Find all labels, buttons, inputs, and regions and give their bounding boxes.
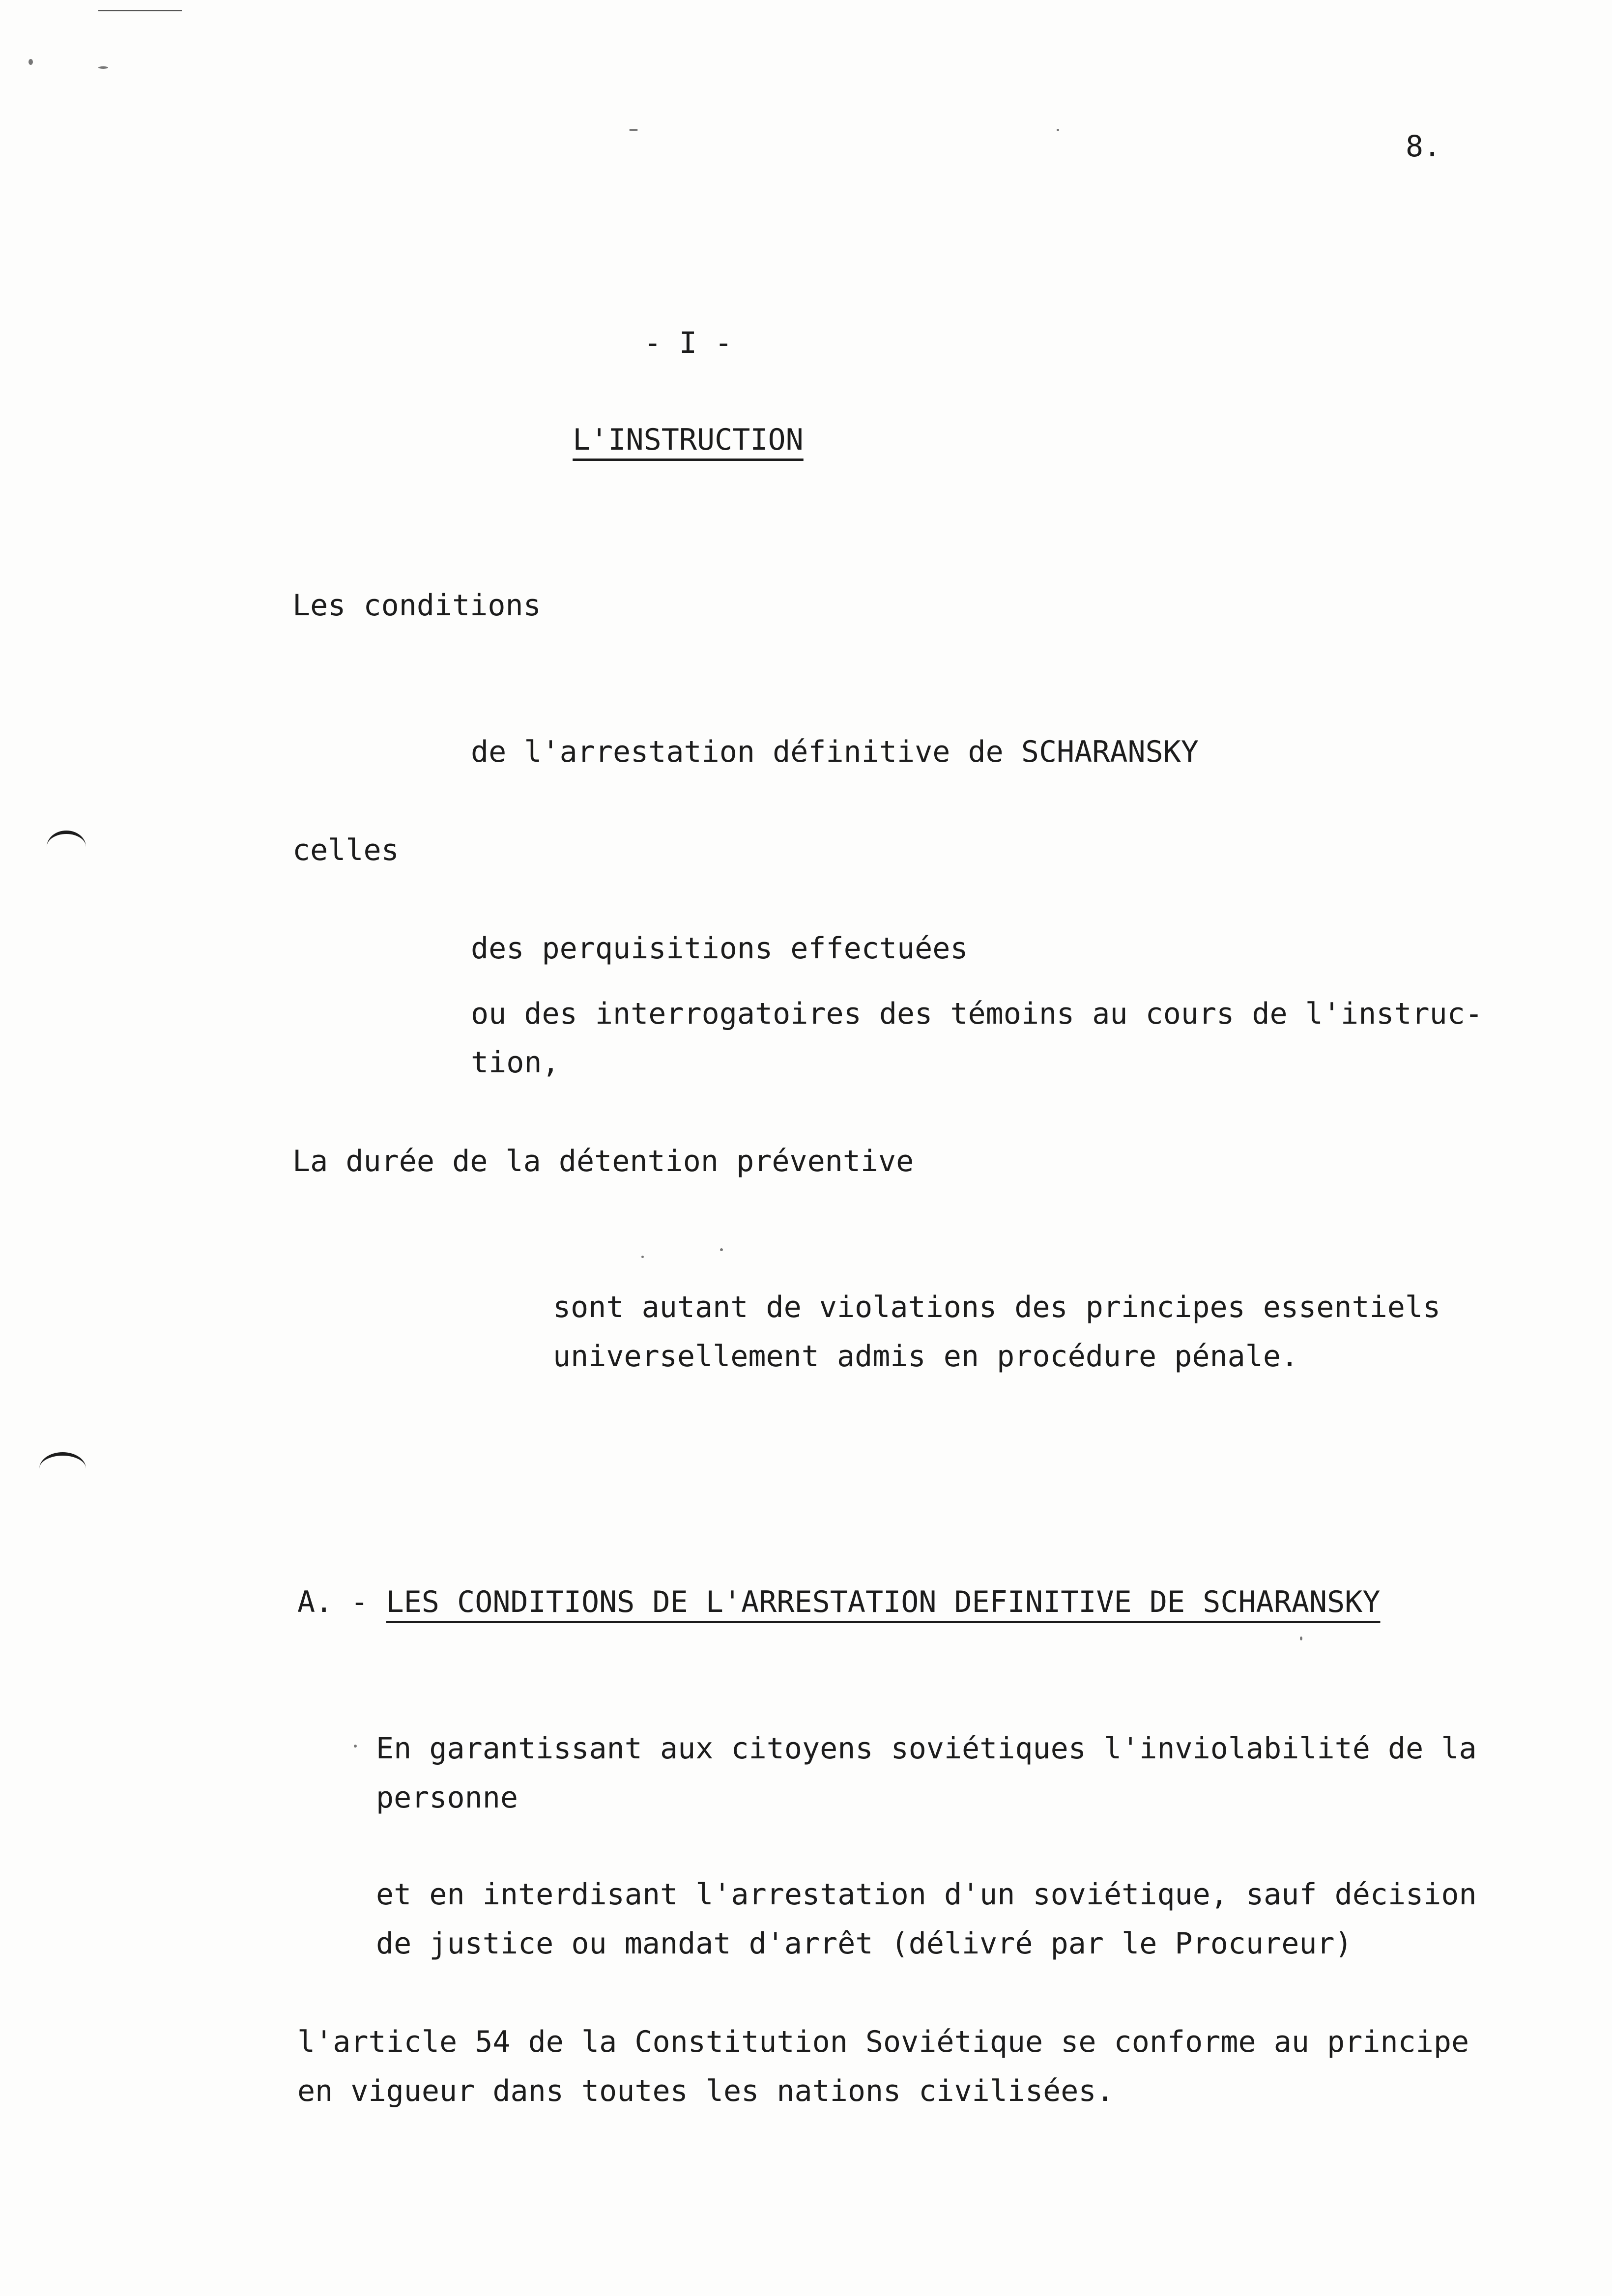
body-line: personne (376, 1780, 518, 1815)
section-roman-numeral: - I - (643, 326, 733, 360)
margin-mark (39, 1452, 86, 1485)
scan-speck (1057, 129, 1059, 131)
scan-speck (354, 1745, 357, 1748)
body-line: en vigueur dans toutes les nations civilisées. (297, 2074, 1114, 2108)
scan-speck (720, 1248, 723, 1251)
intro-line: La durée de la détention préventive (292, 1144, 914, 1178)
intro-line: Les conditions (292, 588, 541, 623)
page-number: 8. (1406, 129, 1441, 164)
body-line: de justice ou mandat d'arrêt (délivré par le Procureur) (376, 1926, 1353, 1961)
body-line: et en interdisant l'arrestation d'un soviétique, sauf décision (376, 1877, 1477, 1912)
intro-line: sont autant de violations des principes essentiels (553, 1290, 1441, 1324)
scan-speck (1300, 1636, 1302, 1640)
scan-speck (629, 129, 638, 131)
intro-line: celles (292, 833, 399, 867)
body-line: En garantissant aux citoyens soviétiques l'inviolabilité de la (376, 1731, 1477, 1766)
scan-speck (29, 59, 33, 65)
intro-line: ou des interrogatoires des témoins au cours de l'instruc- (471, 997, 1483, 1031)
scan-artifact-line (98, 10, 182, 11)
scan-speck (98, 66, 108, 69)
intro-line: universellement admis en procédure pénale. (553, 1339, 1299, 1374)
intro-line: de l'arrestation définitive de SCHARANSKY (471, 735, 1199, 769)
margin-mark (47, 831, 86, 863)
intro-line: tion, (471, 1045, 560, 1080)
intro-line: des perquisitions effectuées (471, 931, 968, 966)
subsection-title: LES CONDITIONS DE L'ARRESTATION DEFINITIVE DE SCHARANSKY (386, 1585, 1381, 1619)
scan-speck (641, 1256, 644, 1258)
subsection-prefix: A. - (297, 1585, 386, 1619)
subsection-heading (297, 1578, 1381, 1627)
section-title: L'INSTRUCTION (573, 423, 804, 457)
body-line: l'article 54 de la Constitution Soviétique se conforme au principe (297, 2025, 1469, 2059)
